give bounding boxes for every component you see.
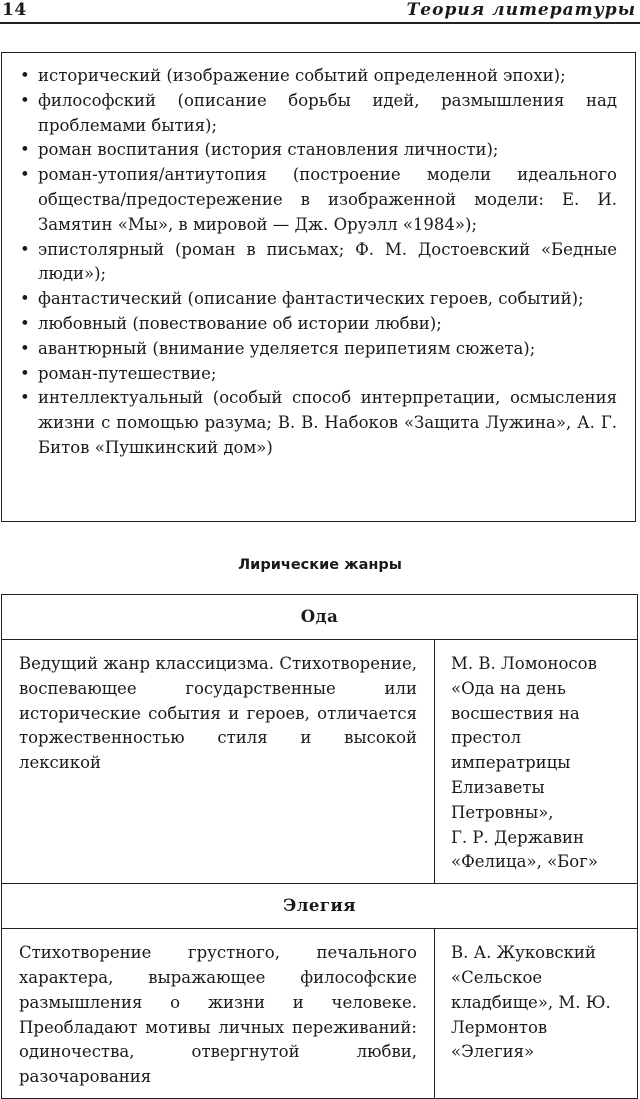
genre-authors: М. В. Ломоносов «Ода на день восшествия на престол императрицы Елизаветы Петровны», Г. Р. Державин «Фелица», «Бог»: [451, 654, 598, 872]
genre-authors-cell: [435, 640, 638, 884]
table-row: [2, 640, 638, 884]
novel-types-list: [2, 53, 635, 461]
page-header: [0, 0, 640, 24]
list-item: • роман-путешествие;: [20, 362, 617, 387]
bullet-icon: •: [20, 313, 30, 333]
table-row: [2, 595, 638, 640]
list-item: • эпистолярный (роман в письмах; Ф. М. Достоевский «Бедные люди»);: [20, 239, 617, 284]
table-row: [2, 884, 638, 929]
lyric-genres-table: [1, 594, 638, 1099]
running-title: Теория литературы: [406, 0, 636, 20]
genre-name-cell: Ода: [2, 595, 638, 640]
bullet-icon: •: [20, 289, 30, 309]
genre-description: Стихотворение грустного, печального характера, выражающее философские размышления о жизни и человеке. Преобладают мотивы личных переживаний: одиночества, отвергнутой любви, разочарования: [19, 943, 417, 1087]
list-item: • роман воспитания (история становления личности);: [20, 138, 617, 163]
genre-description-cell: [2, 929, 435, 1099]
genre-authors-cell: [435, 929, 638, 1099]
list-item: • фантастический (описание фантастических героев, событий);: [20, 287, 617, 312]
list-item: • авантюрный (внимание уделяется перипетиям сюжета);: [20, 337, 617, 362]
bullet-icon: •: [20, 90, 30, 110]
section-title: Лирические жанры: [238, 557, 402, 573]
bullet-icon: •: [20, 338, 30, 358]
list-item: • роман-утопия/антиутопия (построение модели идеального общества/предостережение в изображенной модели: Е. И. Замятин «Мы», в мировой — Дж. Оруэлл «1984»);: [20, 165, 617, 234]
bullet-icon: •: [20, 388, 30, 408]
page-number: 14: [2, 0, 27, 20]
genre-description-cell: [2, 640, 435, 884]
bullet-icon: •: [20, 239, 30, 259]
bullet-icon: •: [20, 363, 30, 383]
bullet-icon: •: [20, 165, 30, 185]
list-item: • исторический (изображение событий определенной эпохи);: [20, 64, 617, 89]
genre-authors: В. А. Жуковский «Сельское кладбище», М. Ю. Лермонтов «Элегия»: [451, 943, 611, 1062]
genre-description: Ведущий жанр классицизма. Стихотворение, воспевающее государственные или исторические события и героев, отличается торжественностью стиля и высокой лексикой: [19, 654, 417, 773]
genre-name-cell: Элегия: [2, 884, 638, 929]
list-item: • философский (описание борьбы идей, размышления над проблемами бытия);: [20, 90, 617, 135]
bullet-icon: •: [20, 66, 30, 85]
bullet-icon: •: [20, 140, 30, 160]
table-row: [2, 929, 638, 1099]
list-item: • любовный (повествование об истории любви);: [20, 312, 617, 337]
list-item: • интеллектуальный (особый способ интерпретации, осмысления жизни с помощью разума; В. В. Набоков «Защита Лужина», А. Г. Битов «Пушкинский дом»): [20, 388, 617, 457]
novel-types-box: [1, 52, 636, 522]
